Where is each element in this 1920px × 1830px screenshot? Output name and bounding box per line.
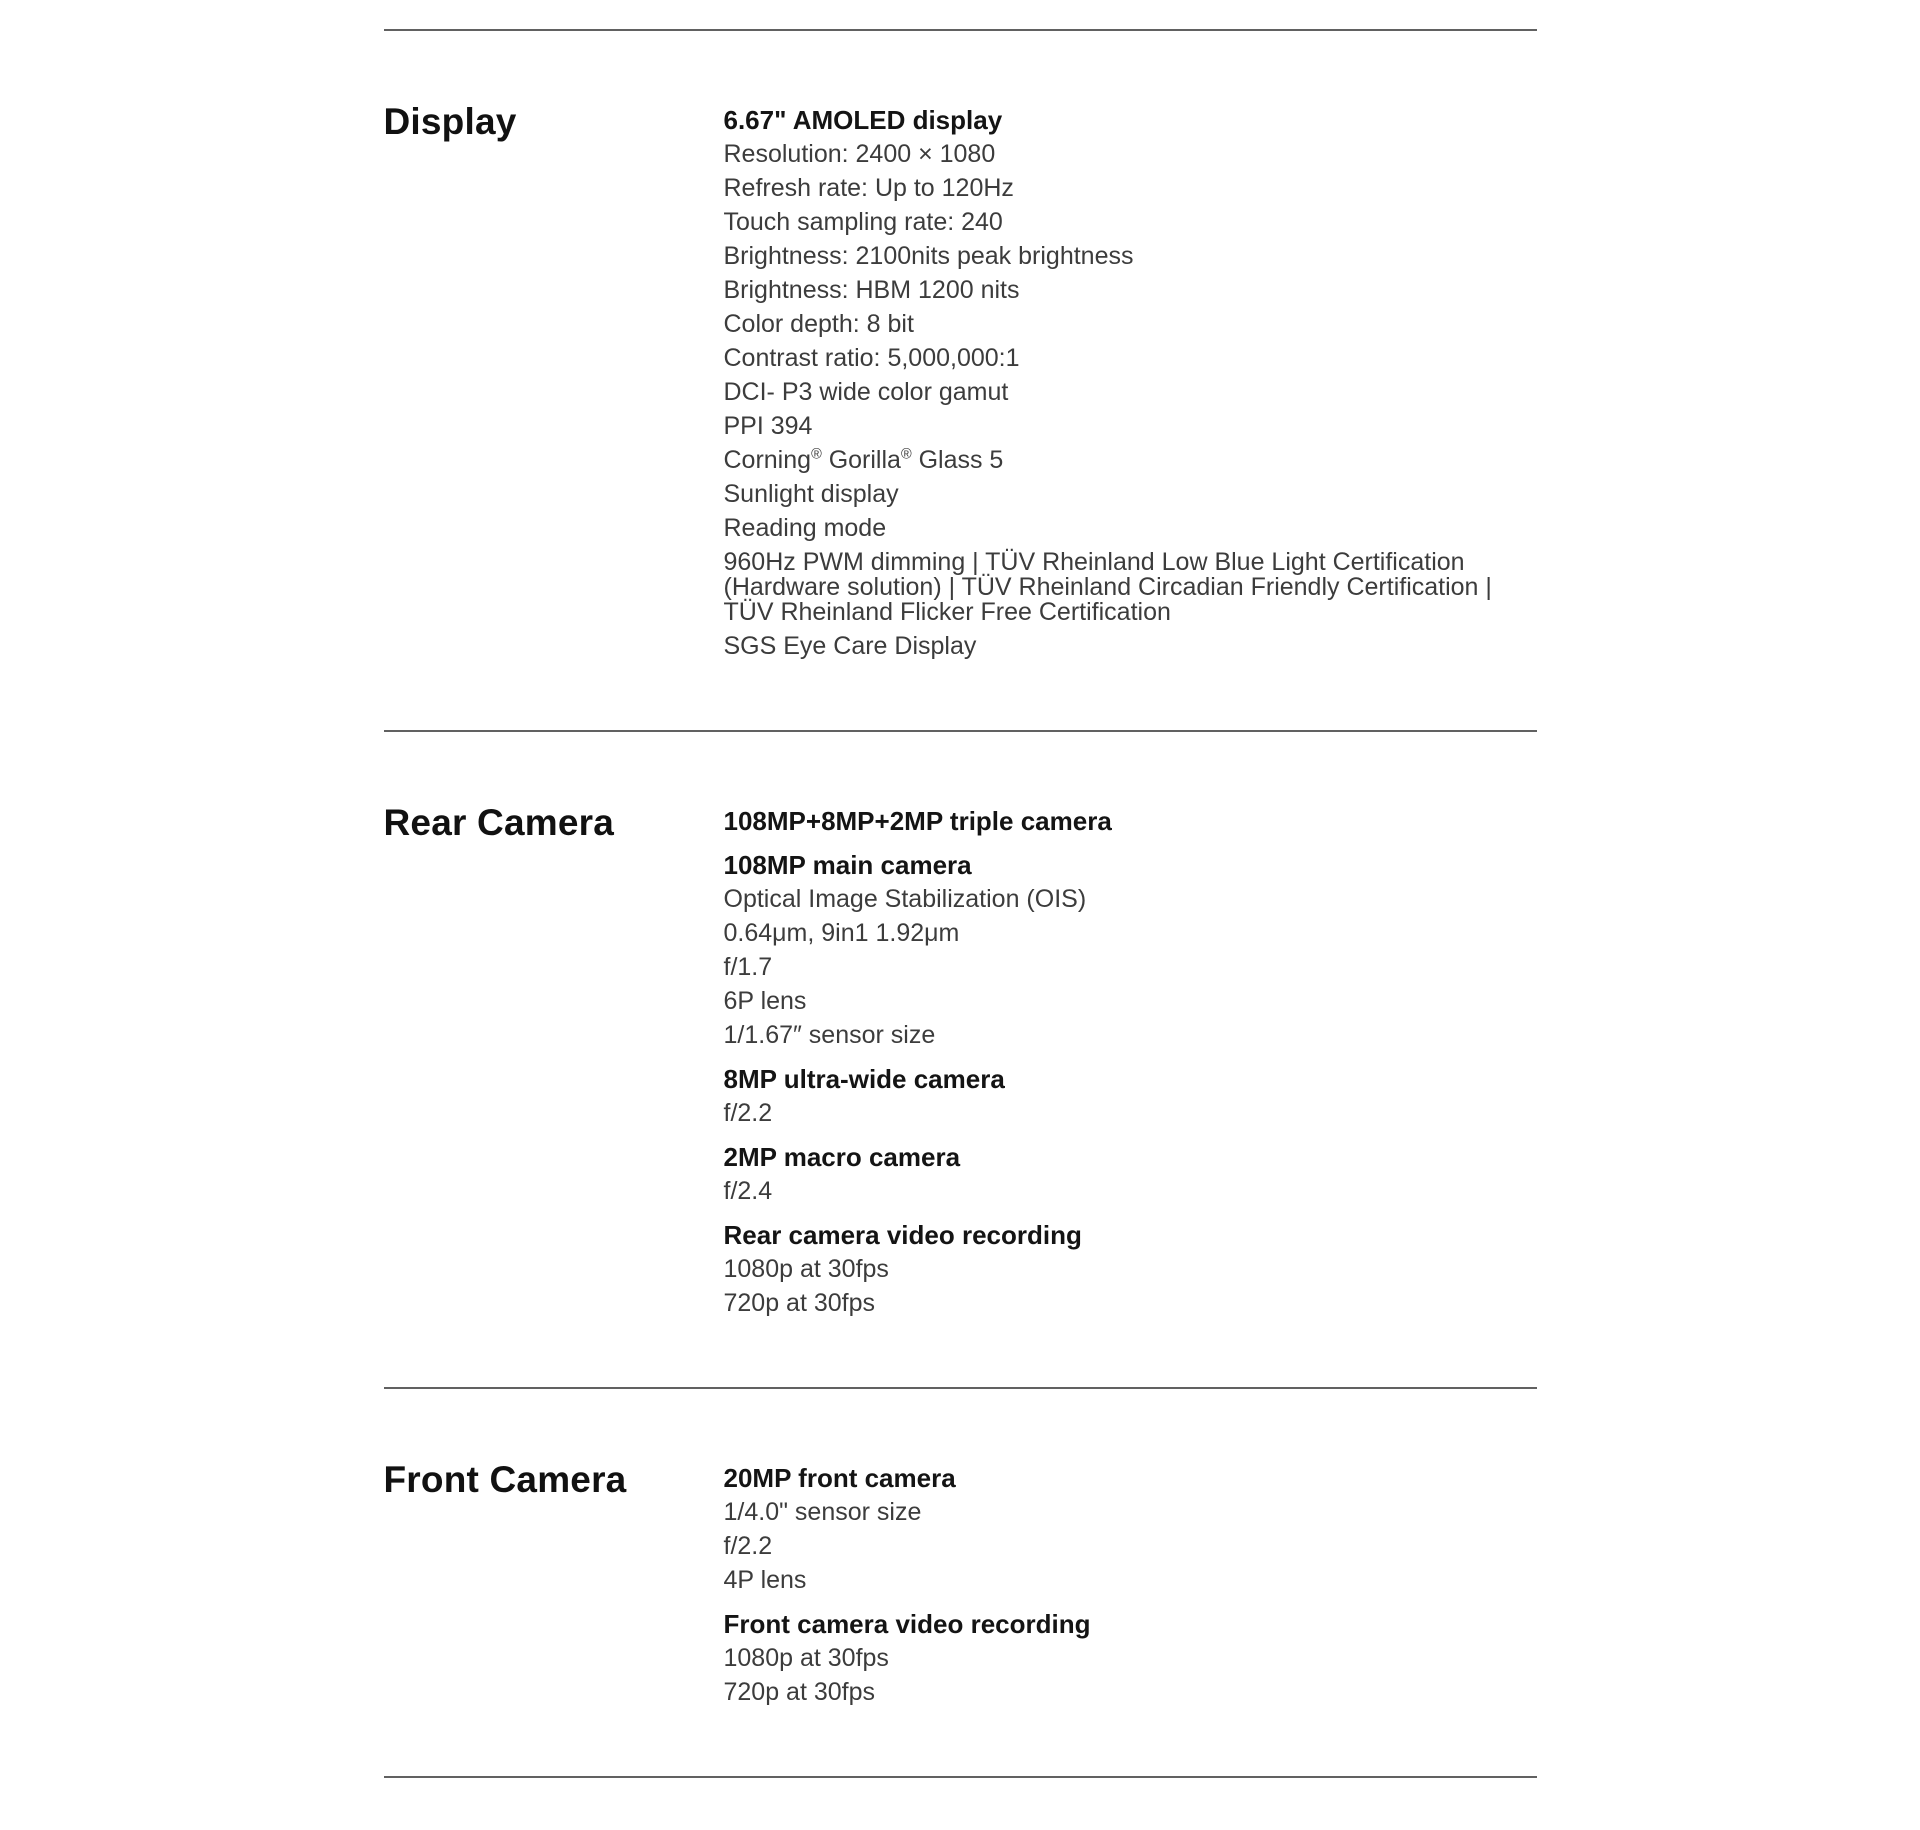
spec-line: Sunlight display [723, 480, 899, 508]
spec-line: f/2.2 [723, 1532, 773, 1560]
spec-group-heading: Front camera video recording [723, 1609, 1091, 1639]
spec-line: Brightness: 2100nits peak brightness [723, 242, 1134, 270]
spec-line: Brightness: HBM 1200 nits [723, 276, 1020, 304]
spec-section [384, 29, 1537, 730]
spec-line: 4P lens [723, 1566, 807, 1594]
section-body [384, 1389, 1537, 1776]
spec-group [724, 107, 1537, 659]
spec-line: 1080p at 30fps [723, 1644, 889, 1672]
spec-line: DCI- P3 wide color gamut [723, 378, 1009, 406]
section-content [724, 808, 1537, 1325]
spec-line: SGS Eye Care Display [723, 632, 977, 660]
section-content [724, 1465, 1537, 1714]
section-title-rear-camera: Rear Camera [383, 802, 615, 843]
spec-group-heading: 108MP+8MP+2MP triple camera [723, 806, 1112, 836]
spec-group [724, 852, 1537, 1048]
spec-line: 1/4.0" sensor size [723, 1498, 922, 1526]
spec-group [724, 1611, 1537, 1705]
registered-mark-icon: ® [811, 446, 822, 463]
spec-group-heading: 2MP macro camera [723, 1142, 961, 1172]
spec-line: Reading mode [723, 514, 887, 542]
section-title-display: Display [383, 101, 517, 142]
spec-line: Touch sampling rate: 240 [723, 208, 1003, 236]
spec-line: 6P lens [723, 987, 807, 1015]
section-body [384, 31, 1537, 730]
spec-group-heading: 108MP main camera [723, 850, 972, 880]
spec-line: Refresh rate: Up to 120Hz [723, 174, 1014, 202]
spec-group [724, 1465, 1537, 1593]
spec-group-heading: 8MP ultra-wide camera [723, 1064, 1005, 1094]
bottom-divider [384, 1776, 1537, 1778]
spec-group [724, 808, 1537, 834]
spec-sections-container [384, 29, 1537, 1778]
spec-group-heading: 20MP front camera [723, 1463, 956, 1493]
spec-line: f/1.7 [723, 953, 773, 981]
spec-line: Optical Image Stabilization (OIS) [723, 885, 1087, 913]
registered-mark-icon: ® [900, 446, 912, 463]
spec-line: Resolution: 2400 × 1080 [723, 140, 996, 168]
spec-line: PPI 394 [723, 412, 813, 440]
spec-section [384, 1387, 1537, 1776]
spec-line: f/2.2 [723, 1099, 773, 1127]
spec-line: 1080p at 30fps [723, 1255, 889, 1283]
spec-line: 720p at 30fps [723, 1289, 876, 1317]
section-title-front-camera: Front Camera [383, 1459, 627, 1500]
spec-line: f/2.4 [723, 1177, 773, 1205]
spec-line: Contrast ratio: 5,000,000:1 [723, 344, 1020, 372]
section-body [384, 732, 1537, 1387]
spec-group [724, 1144, 1537, 1204]
spec-group-heading: 6.67" AMOLED display [723, 105, 1003, 135]
spec-line: Color depth: 8 bit [723, 310, 914, 338]
spec-section [384, 730, 1537, 1387]
spec-group [724, 1222, 1537, 1316]
spec-line: Corning® Gorilla® Glass 5 [723, 446, 1004, 474]
section-content [724, 107, 1537, 668]
spec-line: 960Hz PWM dimming | TÜV Rheinland Low Blue Light Certification (Hardware solution) | TÜV Rheinland Circadian Friendly Certification | TÜV Rheinland Flicker Free Certification [723, 548, 1492, 626]
spec-line: 720p at 30fps [723, 1678, 876, 1706]
spec-line: 1/1.67″ sensor size [723, 1021, 936, 1049]
spec-group-heading: Rear camera video recording [723, 1220, 1082, 1250]
spec-group [724, 1066, 1537, 1126]
spec-line: 0.64μm, 9in1 1.92μm [723, 919, 960, 947]
